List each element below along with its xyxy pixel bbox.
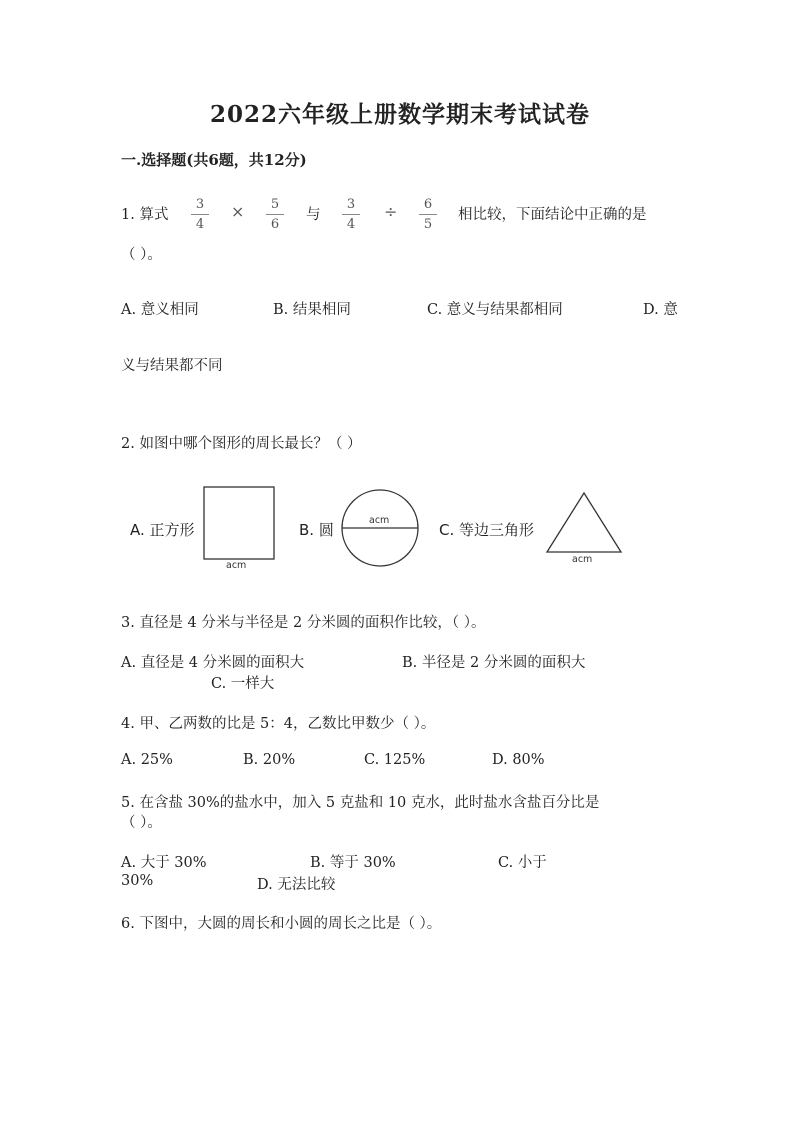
q4-option-c: C. 125% (364, 752, 426, 768)
fraction-numerator: 5 (270, 197, 280, 212)
divide-sign: ÷ (384, 202, 398, 221)
triangle-side-label: acm (572, 554, 593, 565)
multiply-sign: × (231, 202, 245, 221)
q3-option-b: B. 半径是 2 分米圆的面积大 (402, 655, 586, 671)
q2-text: 2. 如图中哪个图形的周长最长？（ ） (121, 436, 362, 452)
q1-connector: 与 (306, 207, 321, 223)
q3-text: 3. 直径是 4 分米与半径是 2 分米圆的面积作比较，（ ）。 (121, 615, 486, 631)
page-title: 2022六年级上册数学期末考试试卷 (209, 101, 590, 128)
q1-option-d-continued: 义与结果都不同 (121, 358, 223, 374)
q1-option-c: C. 意义与结果都相同 (427, 302, 563, 318)
q1-option-a: A. 意义相同 (121, 302, 199, 318)
q4-option-a: A. 25% (121, 752, 173, 768)
q1-fraction-2 (264, 197, 286, 232)
q1-lead: 1. 算式 (121, 207, 169, 223)
figure-b-label: B. 圆 (299, 521, 334, 539)
circle-diameter-label: acm (369, 515, 390, 526)
q3-option-a: A. 直径是 4 分米圆的面积大 (121, 655, 305, 671)
q5-option-b: B. 等于 30% (310, 855, 396, 871)
square-shape (204, 487, 274, 559)
square-side-label: acm (226, 560, 247, 571)
q1-option-b: B. 结果相同 (273, 302, 351, 318)
circle-figure (340, 488, 422, 570)
triangle-figure (543, 490, 625, 556)
fraction-denominator: 4 (346, 217, 356, 232)
q1-fraction-1 (189, 197, 211, 232)
section-heading: 一.选择题(共6题，共12分) (121, 151, 307, 169)
q3-option-c: C. 一样大 (211, 676, 275, 692)
q4-text: 4. 甲、乙两数的比是 5：4，乙数比甲数少（ ）。 (121, 716, 436, 732)
fraction-numerator: 3 (195, 197, 205, 212)
q1-fraction-3 (340, 197, 362, 232)
triangle-shape (547, 493, 621, 552)
q5-option-c-continued: 30% (121, 873, 154, 889)
q1-tail: 相比较，下面结论中正确的是 (458, 207, 647, 223)
fraction-bar (342, 214, 360, 215)
fraction-denominator: 6 (270, 217, 280, 232)
q1-option-d: D. 意 (643, 302, 678, 318)
fraction-bar (191, 214, 209, 215)
q6-text: 6. 下图中，大圆的周长和小圆的周长之比是（ ）。 (121, 916, 442, 932)
q4-option-d: D. 80% (492, 752, 545, 768)
fraction-denominator: 4 (195, 217, 205, 232)
q5-option-c: C. 小于 (498, 855, 547, 871)
q4-option-b: B. 20% (243, 752, 296, 768)
fraction-numerator: 3 (346, 197, 356, 212)
q5-option-a: A. 大于 30% (121, 855, 207, 871)
fraction-bar (419, 214, 437, 215)
q1-answer-paren: （ ）。 (121, 247, 162, 263)
figure-c-label: C. 等边三角形 (439, 521, 535, 539)
q5-answer-paren: （ ）。 (121, 815, 162, 831)
fraction-denominator: 5 (423, 217, 433, 232)
q1-fraction-4 (417, 197, 439, 232)
fraction-bar (266, 214, 284, 215)
q5-option-d: D. 无法比较 (257, 877, 336, 893)
figure-a-label: A. 正方形 (130, 521, 195, 539)
q5-text: 5. 在含盐 30%的盐水中，加入 5 克盐和 10 克水，此时盐水含盐百分比是 (121, 795, 600, 811)
fraction-numerator: 6 (423, 197, 433, 212)
